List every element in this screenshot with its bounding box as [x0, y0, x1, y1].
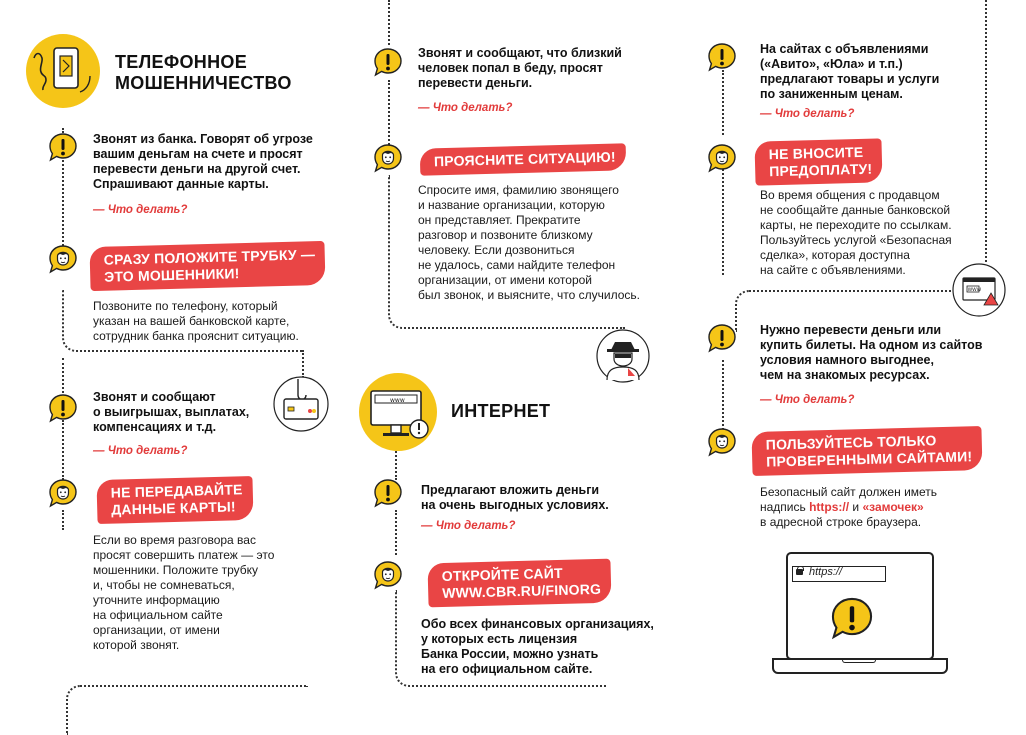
case-text: о выигрышах, выплатах, [93, 405, 250, 419]
advice-text: надпись [760, 500, 810, 514]
connector-line [722, 70, 724, 135]
banner-line: НЕ ПЕРЕДАВАЙТЕ [110, 481, 243, 501]
case-text: купить билеты. На одном из сайтов [760, 338, 983, 352]
small-sign-text: WWW [967, 288, 982, 293]
case-text: на очень выгодных условиях. [421, 498, 609, 512]
advice-text: Обо всех финансовых организациях, [421, 617, 654, 631]
warning-bubble-icon [707, 323, 737, 353]
banner-line: НЕ ВНОСИТЕ [768, 143, 864, 163]
connector-line [66, 685, 308, 735]
connector-line [62, 160, 64, 250]
advice-banner [751, 426, 982, 476]
advice-text: сделка», которая доступна [760, 248, 910, 262]
svg-text:www: www [390, 397, 405, 404]
advice-text: организации, от имени которой [418, 273, 592, 287]
warning-bubble-icon [48, 393, 78, 423]
person-face-icon [373, 560, 403, 590]
connector-line [395, 510, 397, 555]
advice-text: на сайте с объявлениями. [760, 263, 906, 277]
advice-text: которой звонят. [93, 638, 180, 652]
connector-line [985, 0, 987, 262]
section-title-internet: ИНТЕРНЕТ [451, 401, 551, 421]
case-text: («Авито», «Юла» и т.п.) [760, 57, 903, 71]
advice-text: на официальном сайте [93, 608, 223, 622]
person-face-icon [373, 143, 403, 173]
advice-text: у которых есть лицензия [421, 632, 578, 646]
banner-line: СРАЗУ ПОЛОЖИТЕ ТРУБКУ — [103, 246, 316, 268]
banner-line: ПРОВЕРЕННЫМИ САЙТАМИ! [766, 448, 973, 470]
advice-text: уточните информацию [93, 593, 220, 607]
advice-text: и название организации, которую [418, 198, 605, 212]
section-title-phone: ТЕЛЕФОННОЕ [115, 52, 248, 72]
what-to-do-label: — Что делать? [760, 394, 855, 406]
case-text: Звонят и сообщают [93, 390, 216, 404]
person-face-icon [48, 478, 78, 508]
what-to-do-label: — Что делать? [421, 520, 516, 532]
advice-text: он представляет. Прекратите [418, 213, 581, 227]
advice-text: не удалось, сами найдите телефон [418, 258, 616, 272]
what-to-do-label: — Что делать? [418, 102, 513, 114]
warning-bubble-icon [707, 42, 737, 72]
browser-url: https:// [809, 566, 843, 578]
what-to-do-label: — Что делать? [760, 108, 855, 120]
computer-warning-icon [357, 371, 439, 453]
what-to-do-label: — Что делать? [93, 204, 188, 216]
advice-text: Во время общения с продавцом [760, 188, 940, 202]
laptop-illustration [772, 552, 944, 678]
person-face-icon [48, 244, 78, 274]
advice-text: сотрудник банка прояснит ситуацию. [93, 329, 299, 343]
lock-shackle [797, 566, 804, 571]
section-title-phone-2: МОШЕННИЧЕСТВО [115, 73, 292, 93]
advice-banner [89, 241, 325, 291]
warning-bubble-icon [373, 478, 403, 508]
case-text: Нужно перевести деньги или [760, 323, 942, 337]
advice-text: не сообщайте данные банковской [760, 203, 951, 217]
case-text: чем на знакомых ресурсах. [760, 368, 930, 382]
advice-banner [96, 476, 253, 524]
advice-text: в адресной строке браузера. [760, 515, 922, 529]
advice-text: разговор и позвоните близкому [418, 228, 593, 242]
advice-text: Пользуйтесь услугой «Безопасная [760, 233, 952, 247]
case-text: по заниженным ценам. [760, 87, 903, 101]
banner-line: ОТКРОЙТЕ САЙТ [441, 564, 563, 585]
advice-text: мошенники. Положите трубку [93, 563, 259, 577]
person-face-icon [707, 427, 737, 457]
card-hook-icon [272, 375, 330, 433]
advice-text: указан на вашей банковской карте, [93, 314, 290, 328]
what-to-do-label: — Что делать? [93, 445, 188, 457]
connector-line [722, 360, 724, 430]
advice-banner [420, 143, 626, 175]
case-text: перевести деньги на другой счет. [93, 162, 301, 176]
advice-text: и, чтобы не сомневаться, [93, 578, 235, 592]
connector-line [62, 510, 64, 530]
case-text: предлагают товары и услуги [760, 72, 940, 86]
advice-text: был звонок, и выясните, что случилось. [418, 288, 641, 302]
advice-text: карты, не переходите по ссылкам. [760, 218, 952, 232]
person-face-icon [707, 143, 737, 173]
advice-text: Безопасный сайт должен иметь [760, 485, 938, 499]
banner-line: ПРЕДОПЛАТУ! [769, 160, 873, 180]
connector-line [62, 358, 64, 393]
case-text: Предлагают вложить деньги [421, 483, 600, 497]
advice-banner [754, 138, 882, 185]
warning-bubble-icon [373, 47, 403, 77]
case-text: На сайтах с объявлениями [760, 42, 929, 56]
banner-line: ПРОЯСНИТЕ СИТУАЦИЮ! [433, 148, 616, 170]
connector-line [388, 80, 390, 145]
case-text: Звонят из банка. Говорят об угрозе [93, 132, 313, 146]
browser-address-bar [792, 566, 886, 582]
advice-text: и [849, 500, 863, 514]
lock-highlight: «замочек» [862, 500, 924, 514]
case-text: человек попал в беду, просят [418, 61, 603, 75]
advice-text: Банка России, можно узнать [421, 647, 599, 661]
advice-text: Если во время разговора вас [93, 533, 256, 547]
connector-line [302, 350, 304, 378]
banner-line: WWW.CBR.RU/FINORG [442, 580, 602, 602]
advice-text: просят совершить платеж — это [93, 548, 275, 562]
advice-text: на его официальном сайте. [421, 662, 593, 676]
advice-text: Позвоните по телефону, который [93, 299, 278, 313]
connector-line [722, 165, 724, 275]
case-text: Спрашивают данные карты. [93, 177, 269, 191]
connector-line [62, 420, 64, 480]
phone-fraud-icon [24, 32, 102, 110]
case-text: вашим деньгам на счете и просят [93, 147, 303, 161]
connector-line [388, 0, 390, 45]
case-text: условия намного выгоднее, [760, 353, 934, 367]
advice-text: человеку. Если дозвониться [418, 243, 575, 257]
https-highlight: https:// [809, 500, 850, 514]
advice-banner [427, 559, 611, 608]
warning-bubble-icon [48, 132, 78, 162]
banner-line: ПОЛЬЗУЙТЕСЬ ТОЛЬКО [765, 432, 937, 453]
advice-text: организации, от имени [93, 623, 220, 637]
case-text: компенсациях и т.д. [93, 420, 217, 434]
case-text: перевести деньги. [418, 76, 533, 90]
case-text: Звонят и сообщают, что близкий [418, 46, 622, 60]
advice-text: Спросите имя, фамилию звонящего [418, 183, 619, 197]
website-warning-icon [951, 262, 1007, 318]
banner-line: ДАННЫЕ КАРТЫ! [111, 498, 236, 518]
hacker-icon [595, 328, 651, 384]
banner-line: ЭТО МОШЕННИКИ! [104, 265, 240, 285]
warning-bubble-icon [830, 596, 874, 640]
